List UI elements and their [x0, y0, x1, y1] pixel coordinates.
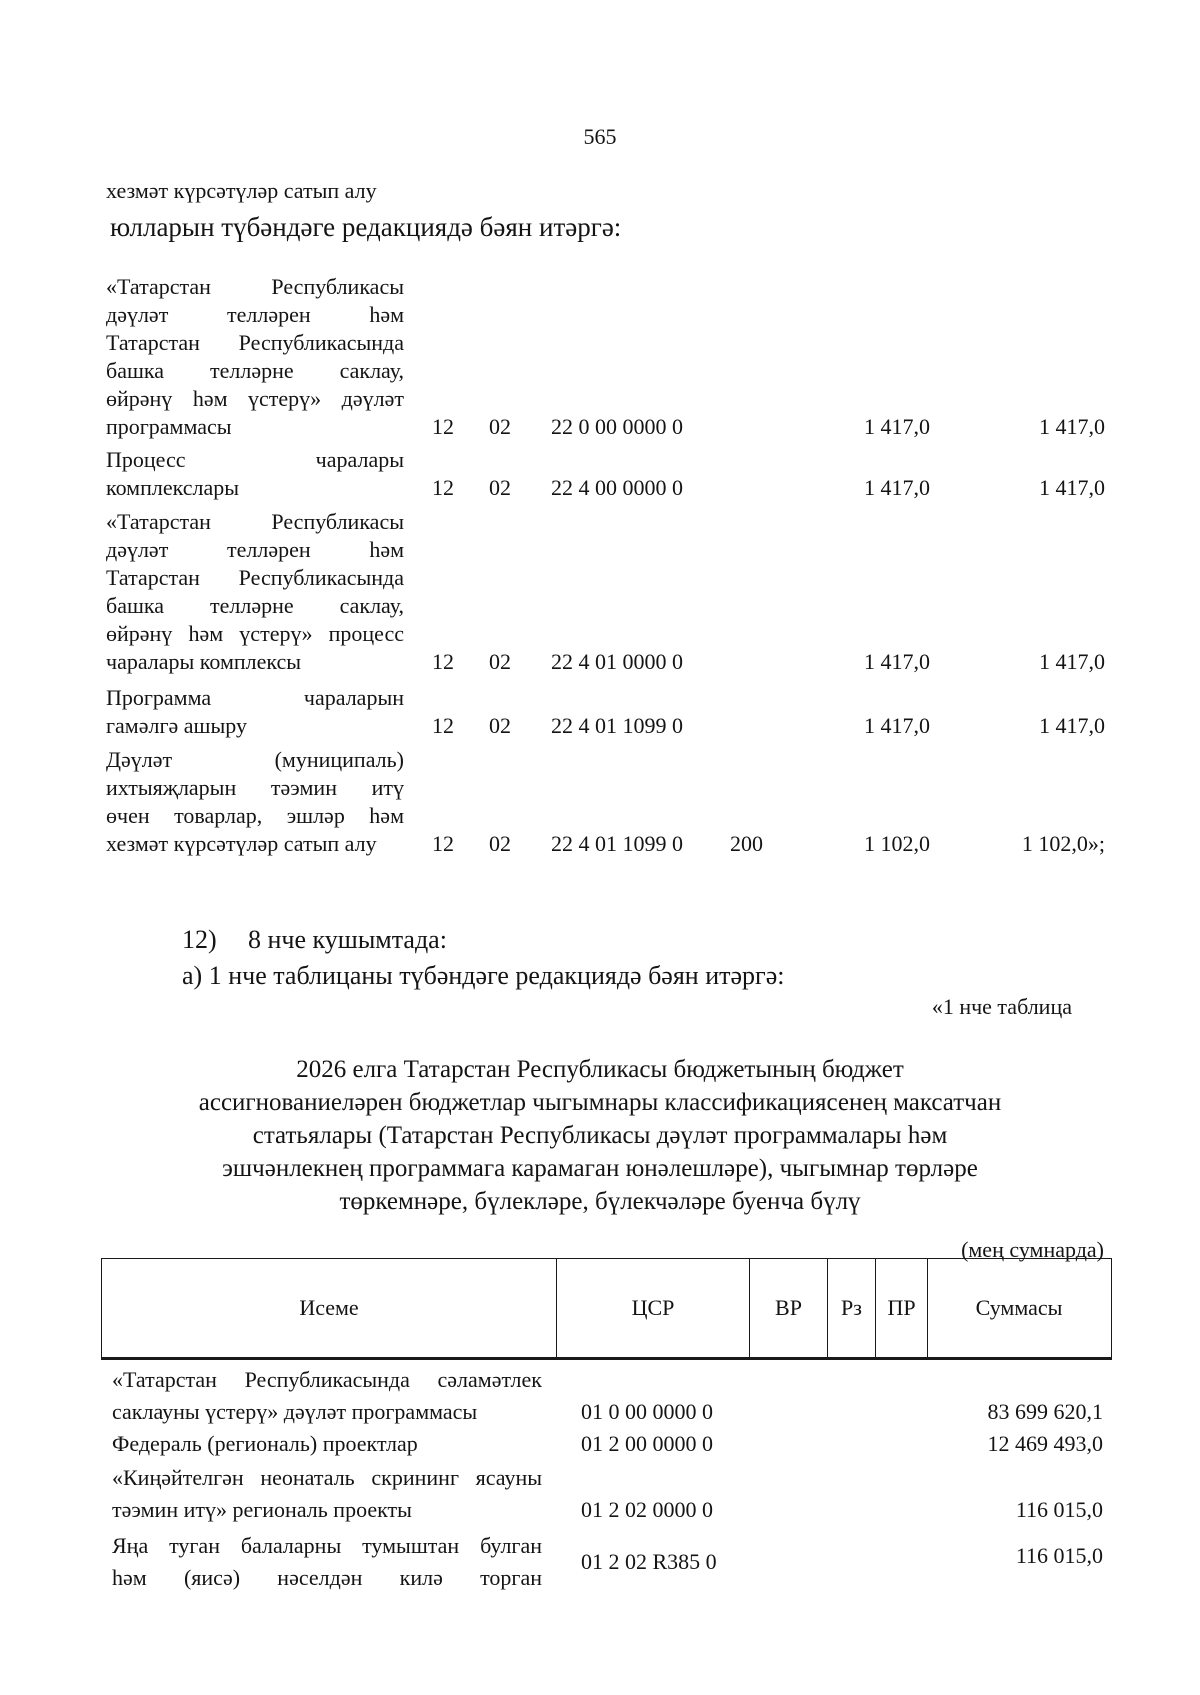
- rz-cell: 12: [432, 475, 454, 500]
- sum-cell: 1 417,0: [864, 414, 930, 439]
- name-line: «Татарстан Республикасы: [106, 509, 404, 534]
- name-line: Дәүләт (муниципаль): [106, 747, 404, 772]
- sum-cell: 83 699 620,1: [987, 1399, 1103, 1424]
- sum-cell: 1 417,0: [1039, 649, 1105, 674]
- name-line: саклауны үстерү» дәүләт программасы: [112, 1399, 478, 1424]
- csr-cell: 01 2 02 R385 0: [581, 1549, 717, 1574]
- rz-cell: 12: [432, 414, 454, 439]
- item-number: 12): [182, 925, 217, 954]
- header-sum: Суммасы: [975, 1295, 1063, 1320]
- csr-cell: 22 0 00 0000 0: [551, 414, 683, 439]
- row-name: [112, 1530, 542, 1594]
- sum-cell: 116 015,0: [1015, 1543, 1103, 1568]
- name-line: хезмәт күрсәтүләр сатып алу: [106, 831, 377, 856]
- sum-cell: 1 417,0: [864, 475, 930, 500]
- row-name: [106, 446, 404, 502]
- unit-label: (мең сумнарда): [961, 1237, 1104, 1262]
- rz-cell: 12: [432, 713, 454, 738]
- row-name: [106, 684, 404, 740]
- row-name: [106, 273, 404, 441]
- row-name: [112, 1428, 542, 1460]
- csr-cell: 22 4 01 1099 0: [551, 713, 683, 738]
- item-12-sub-a: а) 1 нче таблицаны түбәндәге редакциядә бәян итәргә:: [182, 961, 785, 990]
- name-line: «Татарстан Республикасында сәламәтлек: [112, 1367, 542, 1392]
- pr-cell: 02: [489, 649, 511, 674]
- name-line: «Татарстан Республикасы: [106, 274, 404, 299]
- name-line: өчен товарлар, эшләр һәм: [106, 803, 404, 828]
- table-title: [0, 1053, 1200, 1218]
- pr-cell: 02: [489, 713, 511, 738]
- name-line: дәүләт телләрен һәм: [106, 302, 404, 327]
- name-line: Яңа туган балаларны тумыштан булган: [112, 1533, 542, 1558]
- sum-cell: 1 102,0»;: [1021, 831, 1105, 856]
- sum-cell: 116 015,0: [1015, 1497, 1103, 1522]
- sum-cell: 12 469 493,0: [987, 1431, 1103, 1456]
- title-line: 2026 елга Татарстан Республикасы бюджетының бюджет: [296, 1056, 904, 1083]
- name-line: программасы: [106, 414, 232, 439]
- name-line: «Киңәйтелгән неонаталь скрининг ясауны: [112, 1465, 542, 1490]
- item-12: [182, 925, 447, 955]
- title-line: төркемнәре, бүлекләре, бүлекчәләре буенча бүлү: [339, 1188, 861, 1215]
- item-text: 8 нче кушымтада:: [248, 925, 447, 954]
- name-line: башка телләрне саклау,: [106, 358, 404, 383]
- header-csr: ЦСР: [557, 1259, 750, 1357]
- sum-cell: 1 417,0: [864, 713, 930, 738]
- page-number: 565: [583, 124, 617, 149]
- lower-table-header: [101, 1258, 1112, 1360]
- header-name: Исеме: [102, 1259, 557, 1357]
- csr-cell: 22 4 01 1099 0: [551, 831, 683, 856]
- pr-cell: 02: [489, 414, 511, 439]
- row-name: [112, 1364, 542, 1428]
- vr-cell: 200: [730, 831, 763, 856]
- title-line: эшчәнлекнең программага карамаган юнәлешләре), чыгымнар төрләре: [222, 1155, 978, 1182]
- sum-cell: 1 102,0: [864, 831, 930, 856]
- csr-cell: 22 4 00 0000 0: [551, 475, 683, 500]
- sum-cell: 1 417,0: [864, 649, 930, 674]
- sum-cell: 1 417,0: [1039, 475, 1105, 500]
- csr-cell: 22 4 01 0000 0: [551, 649, 683, 674]
- rz-cell: 12: [432, 831, 454, 856]
- name-line: башка телләрне саклау,: [106, 593, 404, 618]
- csr-cell: 01 0 00 0000 0: [581, 1399, 713, 1424]
- name-line: Татарстан Республикасында: [106, 330, 404, 355]
- name-line: гамәлгә ашыру: [106, 713, 247, 738]
- name-line: өйрәнү һәм үстерү» процесс: [106, 621, 404, 646]
- name-line: дәүләт телләрен һәм: [106, 537, 404, 562]
- table-label: «1 нче таблица: [931, 994, 1072, 1019]
- rz-cell: 12: [432, 649, 454, 674]
- name-line: һәм (яисә) нәселдән килә торган: [112, 1565, 542, 1590]
- sum-cell: 1 417,0: [1039, 414, 1105, 439]
- row-name: [106, 508, 404, 676]
- row-name: [112, 1462, 542, 1526]
- csr-cell: 01 2 02 0000 0: [581, 1497, 713, 1522]
- name-line: тәэмин итү» региональ проекты: [112, 1497, 412, 1522]
- name-line: ихтыяҗларын тәэмин итү: [106, 775, 404, 800]
- name-line: комплекслары: [106, 475, 240, 500]
- header-rz: Рз: [828, 1259, 876, 1357]
- row-name: [106, 746, 404, 858]
- name-line: Федераль (региональ) проектлар: [112, 1431, 418, 1456]
- name-line: Процесс чаралары: [106, 447, 404, 472]
- name-line: чаралары комплексы: [106, 649, 302, 674]
- header-vr: ВР: [750, 1259, 828, 1357]
- name-line: Программа чараларын: [106, 685, 404, 710]
- title-line: ассигнованиеләрен бюджетлар чыгымнары классификациясенең максатчан: [198, 1089, 1002, 1116]
- csr-cell: 01 2 00 0000 0: [581, 1431, 713, 1456]
- name-line: Татарстан Республикасында: [106, 565, 404, 590]
- header-pr: ПР: [876, 1259, 928, 1357]
- intro-line-2: юлларын түбәндәге редакциядә бәян итәргә:: [110, 212, 622, 242]
- title-line: статьялары (Татарстан Республикасы дәүләт программалары һәм: [252, 1122, 948, 1149]
- pr-cell: 02: [489, 831, 511, 856]
- name-line: өйрәнү һәм үстерү» дәүләт: [106, 386, 404, 411]
- sum-cell: 1 417,0: [1039, 713, 1105, 738]
- pr-cell: 02: [489, 475, 511, 500]
- intro-line-1: хезмәт күрсәтүләр сатып алу: [106, 178, 377, 203]
